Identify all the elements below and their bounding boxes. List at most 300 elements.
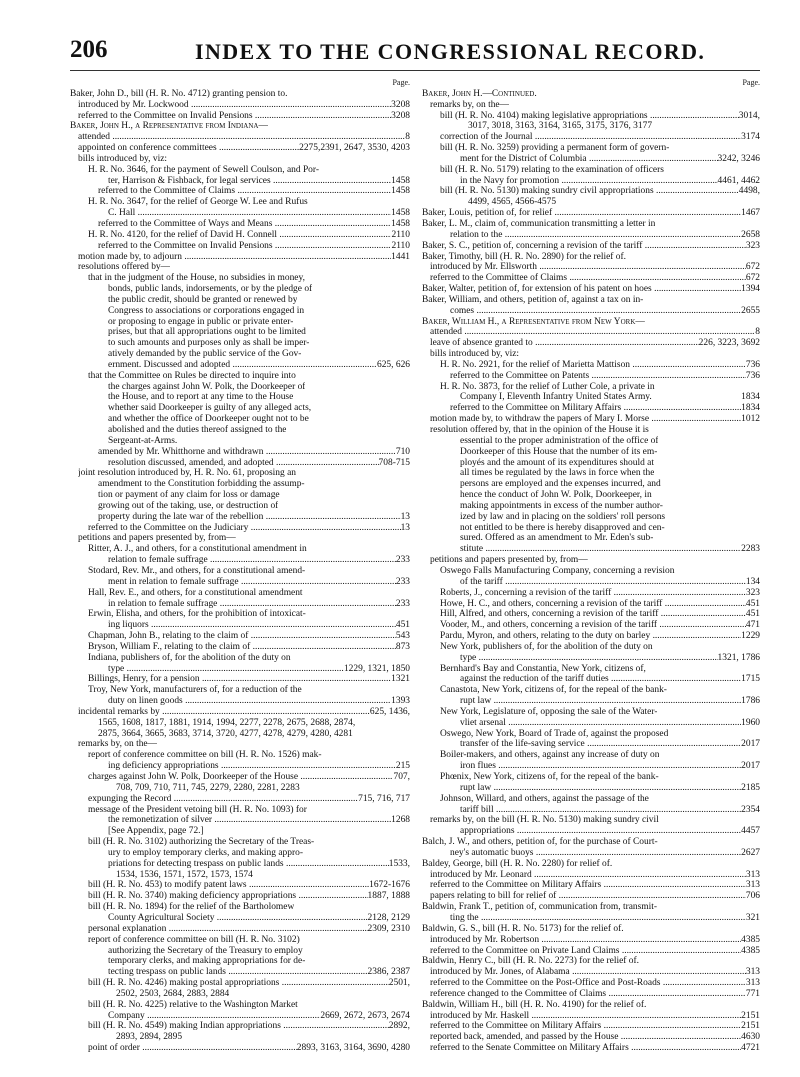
index-entry (70, 501, 410, 512)
index-entry (70, 815, 410, 826)
index-entry (70, 566, 410, 577)
entry-text: resolution discussed, amended, and adopted ..... (108, 458, 379, 469)
index-entry (422, 327, 760, 338)
entry-text: 3017, 3018, 3163, 3164, 3165, 3175, 3176, 3177 (468, 121, 653, 132)
entry-text: Company ..... (108, 1011, 320, 1022)
page-header (70, 36, 760, 71)
index-entry (70, 924, 410, 935)
column-head: Page. (742, 78, 760, 87)
entry-text: introduced by Mr. Ellsworth ..... (430, 262, 746, 273)
index-entry (422, 89, 760, 100)
entry-pages: 2151 (741, 1010, 760, 1021)
index-entry (70, 447, 410, 458)
index-entry (422, 436, 760, 447)
index-entry (422, 230, 760, 241)
entry-pages: 2185 (741, 782, 760, 793)
index-entry (422, 891, 760, 902)
entry-pages: 8 (755, 327, 760, 338)
index-entry (422, 479, 760, 490)
index-entry (422, 978, 760, 989)
index-entry (422, 935, 760, 946)
entry-pages: 2892, (388, 1021, 410, 1032)
index-entry (422, 468, 760, 479)
index-entry (422, 750, 760, 761)
entry-pages: 4461, 4462 (717, 175, 760, 186)
entry-pages: 1715 (741, 674, 760, 685)
index-entry (70, 121, 410, 132)
index-entry (70, 609, 410, 620)
entry-text: introduced by Mr. Lockwood ..... (78, 100, 391, 111)
entry-text: growing out of the taking, use, or destruction of (98, 500, 279, 511)
entry-text: authorizing the Secretary of the Treasury to employ (108, 945, 303, 956)
entry-pages: 233 (395, 555, 410, 566)
index-entry (422, 805, 760, 816)
entry-text: H. R. No. 3646, for the payment of Sewell Coulson, and Por- (88, 164, 320, 175)
entry-pages: 625, 1436, (369, 706, 410, 717)
entry-pages: 625, 626 (376, 359, 410, 370)
entry-pages: 321 (745, 912, 760, 923)
entry-text: Vooder, M., and others, concerning a revision of the tariff ..... (440, 620, 746, 631)
index-entry (422, 880, 760, 891)
index-entry (422, 501, 760, 512)
index-entry (422, 317, 760, 328)
entry-text: Doorkeeper of this House that the number of its em- (460, 446, 658, 457)
entry-text: referred to the Committee of Claims ..... (430, 273, 746, 284)
entry-text: referred to the Committee on Military Affairs ..... (450, 403, 741, 414)
index-entry (422, 707, 760, 718)
index-entry (422, 100, 760, 111)
entry-pages: 2501, (388, 978, 410, 989)
index-entry (422, 1021, 760, 1032)
index-entry (70, 176, 410, 187)
entry-text: correction of the Journal ..... (440, 132, 741, 143)
entry-pages: 4385 (741, 945, 760, 956)
entry-text: of the tariff ..... (460, 577, 746, 588)
entry-text: comes ..... (450, 306, 741, 317)
index-entry (70, 848, 410, 859)
index-entry (70, 371, 410, 382)
index-entry (70, 132, 410, 143)
entry-pages: 1458 (391, 208, 410, 219)
entry-pages: 451 (745, 598, 760, 609)
index-entry (70, 761, 410, 772)
index-entry (422, 219, 760, 230)
entry-text: Stodard, Rev. Mr., and others, for a constitutional amend- (88, 565, 306, 576)
entry-text: charges against John W. Polk, Doorkeeper of the House ..... (88, 772, 393, 783)
entry-text: Baker, John D., bill (H. R. No. 4712) granting pension to. (70, 88, 288, 99)
entry-text: type ..... (460, 653, 718, 664)
entry-text: tecting trespass on public lands ..... (108, 967, 368, 978)
index-entry (70, 360, 410, 371)
entry-text: abolished and the duties thereof assigned to the (108, 425, 287, 435)
entry-pages: 2110 (391, 240, 410, 251)
entry-text: H. R. No. 3647, for the relief of George W. Lee and Rufus (88, 197, 308, 208)
entry-text: Baker, William H., a Representative from New York— (422, 316, 645, 327)
index-entry (422, 664, 760, 675)
index-entry (70, 805, 410, 816)
index-entry (70, 870, 410, 881)
entry-pages: 1887, 1888 (367, 891, 410, 902)
entry-pages: 2151 (741, 1021, 760, 1032)
index-entry (422, 414, 760, 425)
index-entry (70, 295, 410, 306)
entry-text: petitions and papers presented by, from— (78, 533, 236, 544)
entry-pages: 736 (745, 370, 760, 381)
index-entry (422, 371, 760, 382)
entry-text: Howe, H. C., and others, concerning a revision of the tariff ..... (440, 599, 746, 610)
entry-text: referred to the Committee on Military Affairs ..... (430, 1021, 741, 1032)
index-entry (70, 837, 410, 848)
index-entry (70, 739, 410, 750)
entry-text: stitute ..... (460, 544, 741, 555)
entry-text: ing liquors ..... (108, 620, 396, 631)
entry-pages: 2386, 2387 (367, 967, 410, 978)
index-entry (70, 219, 410, 230)
entry-text: referred to the Committee on Military Affairs ..... (430, 880, 746, 891)
entry-text: atively demanded by the public service of the Gov- (108, 349, 302, 360)
entry-pages: 313 (745, 978, 760, 989)
index-entry (70, 523, 410, 534)
entry-pages: 1458 (391, 175, 410, 186)
entry-text: Congress to associations or corporations engaged in (108, 305, 305, 316)
entry-text: New York, publishers of, for the abolition of the duty on (440, 641, 653, 652)
index-entry (422, 295, 760, 306)
index-entry (70, 273, 410, 284)
entry-text: whether said Doorkeeper is guilty of any alleged acts, (108, 403, 312, 414)
entry-text: Ritter, A. J., and others, for a constitutional amendment in (88, 544, 307, 555)
entry-pages: 8 (405, 132, 410, 143)
index-entry (422, 685, 760, 696)
entry-pages: 1834 (741, 403, 760, 414)
entry-pages: 233 (395, 598, 410, 609)
index-entry (422, 1043, 760, 1054)
entry-text: referred to the Committee of Ways and Means ..... (98, 219, 391, 230)
entry-text: petitions and papers presented by, from— (430, 555, 588, 566)
entry-text: ury to employ temporary clerks, and making appro- (108, 847, 303, 858)
index-entry (70, 555, 410, 566)
index-entry (422, 620, 760, 631)
entry-pages: 323 (745, 587, 760, 598)
index-entry (70, 588, 410, 599)
entry-pages: 706 (745, 891, 760, 902)
entry-text: referred to the Senate Committee on Military Affairs ..... (430, 1043, 741, 1054)
entry-text: bill (H. R. No. 4225) relative to the Washington Market (88, 999, 298, 1010)
entry-text: Sergeant-at-Arms. (108, 435, 178, 446)
entry-text: expunging the Record ..... (88, 794, 358, 805)
entry-pages: 4385 (741, 934, 760, 945)
index-entry (70, 414, 410, 425)
index-entry (70, 403, 410, 414)
index-entry (70, 208, 410, 219)
index-entry (422, 111, 760, 122)
entry-text: rupt law ..... (460, 783, 741, 794)
index-entry (70, 284, 410, 295)
entry-pages: 1533, (388, 858, 410, 869)
index-entry (422, 989, 760, 1000)
entry-pages: 2658 (741, 229, 760, 240)
index-entry (70, 468, 410, 479)
entry-pages: 2309, 2310 (367, 923, 410, 934)
entry-text: referred to the Committee on Invalid Pensions ..... (78, 111, 391, 122)
index-entry (70, 685, 410, 696)
entry-text: Baldwin, William H., bill (H. R. No. 4190) for the relief of. (422, 999, 647, 1010)
index-entry (70, 599, 410, 610)
entry-text: bill (H. R. No. 1894) for the relief of the Bartholomew (88, 902, 295, 913)
entry-text: 4499, 4565, 4566-4575 (468, 197, 557, 208)
index-entry (422, 121, 760, 132)
index-entry (70, 533, 410, 544)
index-entry (70, 458, 410, 469)
index-entry (70, 1043, 410, 1054)
entry-text: bills introduced by, viz: (78, 153, 168, 164)
entry-text: that the Committee on Rules be directed to inquire into (88, 370, 296, 381)
index-entry (70, 479, 410, 490)
entry-pages: 1467 (741, 208, 760, 219)
entry-text: Canastota, New York, citizens of, for the repeal of the bank- (440, 685, 667, 696)
entry-text: bill (H. R. No. 3740) making deficiency appropriations ..... (88, 891, 368, 902)
entry-pages: 1012 (741, 414, 760, 425)
entry-pages: 323 (745, 240, 760, 251)
entry-text: remarks by, on the— (430, 99, 510, 110)
entry-pages: 2627 (741, 847, 760, 858)
entry-pages: 3174 (741, 132, 760, 143)
entry-text: Chapman, John B., relating to the claim of ..... (88, 631, 396, 642)
index-entry (422, 1032, 760, 1043)
index-entry (422, 870, 760, 881)
index-entry (422, 599, 760, 610)
entry-pages: 1321 (391, 674, 410, 685)
entry-text: County Agricultural Society ..... (108, 913, 368, 924)
entry-pages: 3242, 3246 (717, 153, 760, 164)
index-entry (70, 783, 410, 794)
index-entry (422, 566, 760, 577)
entry-pages: 13 (400, 522, 410, 533)
index-entry (422, 913, 760, 924)
index-entry (70, 1011, 410, 1022)
index-entry (70, 750, 410, 761)
entry-pages: 4630 (741, 1032, 760, 1043)
entry-text: referred to the Committee on the Judiciary ..... (88, 523, 401, 534)
entry-pages: 2110 (391, 229, 410, 240)
index-entry (422, 924, 760, 935)
index-entry (70, 512, 410, 523)
entry-text: 2502, 2503, 2684, 2883, 2884 (116, 988, 230, 999)
index-entry (422, 425, 760, 436)
index-entry (70, 642, 410, 653)
entry-text: Baker, Walter, petition of, for extension of his patent on hoes ..... (422, 284, 741, 295)
index-entry (422, 154, 760, 165)
index-entry (422, 273, 760, 284)
entry-pages: 736 (745, 359, 760, 370)
entry-text: report of conference committee on bill (H. R. No. 1526) mak- (88, 750, 322, 761)
index-entry (422, 739, 760, 750)
entry-pages: 313 (745, 967, 760, 978)
entry-text: ployés and the amount of its expenditures should at (460, 457, 654, 468)
entry-text: bill (H. R. No. 4549) making Indian appropriations ..... (88, 1021, 389, 1032)
index-entry (422, 186, 760, 197)
entry-text: amended by Mr. Whitthorne and withdrawn ..... (98, 447, 396, 458)
entry-text: introduced by Mr. Haskell ..... (430, 1011, 741, 1022)
index-entry (422, 241, 760, 252)
index-entry (70, 674, 410, 685)
entry-text: ized by law and in placing on the soldiers' roll persons (460, 511, 666, 522)
entry-pages: 215 (395, 761, 410, 772)
entry-text: Roberts, J., concerning a revision of the tariff ..... (440, 588, 746, 599)
entry-text: bills introduced by, viz: (430, 349, 520, 360)
entry-text: ting the ..... (450, 913, 746, 924)
entry-pages: 2354 (741, 804, 760, 815)
index-entry (70, 577, 410, 588)
entry-text: duty on linen goods ..... (108, 696, 391, 707)
entry-text: Oswego, New York, Board of Trade of, against the proposed (440, 728, 669, 739)
entry-pages: 2283 (741, 544, 760, 555)
entry-text: bill (H. R. No. 4246) making postal appropriations ..... (88, 978, 389, 989)
entry-text: Oswego Falls Manufacturing Company, concerning a revision (440, 565, 675, 576)
entry-text: the charges against John W. Polk, the Doorkeeper of (108, 381, 306, 392)
index-entry (422, 458, 760, 469)
entry-text: and whether the office of Doorkeeper ought not to be (108, 414, 309, 425)
right-column (422, 78, 760, 1054)
entry-text: Baldwin, Henry C., bill (H. R. No. 2273) for the relief of. (422, 956, 640, 967)
entry-text: bill (H. R. No. 3259) providing a permanent form of govern- (440, 143, 670, 154)
entry-text: point of order ..... (88, 1043, 297, 1054)
index-entry (70, 1021, 410, 1032)
entry-text: Johnson, Willard, and others, against the passage of the (440, 793, 649, 804)
entry-text: Bryson, William F., relating to the claim of ..... (88, 642, 396, 653)
entry-pages: 2017 (741, 739, 760, 750)
entry-pages: 1229, 1321, 1850 (343, 663, 410, 674)
index-entry (422, 967, 760, 978)
entry-text: Baker, Timothy, bill (H. R. No. 2890) for the relief of. (422, 251, 626, 262)
entry-pages: 313 (745, 880, 760, 891)
index-entry (70, 143, 410, 154)
entry-text: Baldwin, Frank T., petition of, communication from, transmit- (422, 902, 658, 913)
index-entry (422, 772, 760, 783)
index-entry (70, 859, 410, 870)
entry-text: Troy, New York, manufacturers of, for a reduction of the (88, 685, 302, 696)
entry-pages: 13 (400, 511, 410, 522)
index-entry (70, 165, 410, 176)
index-entry (70, 317, 410, 328)
index-entry (422, 653, 760, 664)
index-entry (70, 729, 410, 740)
entry-pages: 1394 (741, 284, 760, 295)
entry-text: ing deficiency appropriations ..... (108, 761, 396, 772)
index-entry (70, 252, 410, 263)
index-entry (70, 262, 410, 273)
entry-text: transfer of the life-saving service ..... (460, 739, 741, 750)
entry-text: Hall, Rev. E., and others, for a constitutional amendment (88, 587, 303, 598)
index-entry (70, 349, 410, 360)
entry-text: resolutions offered by— (78, 262, 171, 273)
index-entry (70, 89, 410, 100)
index-entry (422, 1011, 760, 1022)
index-entry (422, 165, 760, 176)
index-entry (70, 490, 410, 501)
entry-text: Baker, L. M., claim of, communication transmitting a letter in (422, 218, 656, 229)
index-entry (422, 826, 760, 837)
index-entry (422, 403, 760, 414)
page-number: 206 (70, 36, 108, 63)
entry-text: that in the judgment of the House, no subsidies in money, (88, 273, 305, 284)
entry-text: referred to the Committee of Claims ..... (98, 186, 391, 197)
entry-pages: 707, (393, 772, 410, 782)
index-entry (70, 306, 410, 317)
entry-text: Company I, Eleventh Infantry United States Army. (460, 392, 652, 403)
entry-text: [See Appendix, page 72.] (108, 826, 204, 837)
index-entry (422, 902, 760, 913)
entry-text: property during the late war of the rebellion ..... (98, 512, 401, 523)
index-entry (422, 349, 760, 360)
index-entry (70, 956, 410, 967)
entry-pages: 715, 716, 717 (358, 793, 410, 804)
entry-text: the remonetization of silver ..... (108, 815, 391, 826)
entry-pages: 1786 (741, 696, 760, 707)
index-entry (422, 392, 760, 403)
entry-text: the public credit, should be granted or renewed by (108, 294, 298, 305)
entry-text: to such amounts and purposes only as shall be imper- (108, 338, 310, 349)
index-entry (422, 577, 760, 588)
index-entry (70, 1000, 410, 1011)
entry-text: temporary clerks, and making appropriations for de- (108, 956, 306, 967)
index-entry (422, 815, 760, 826)
index-entry (70, 902, 410, 913)
index-entry (422, 794, 760, 805)
index-entry (70, 794, 410, 805)
entry-text: attended ..... (430, 327, 755, 338)
entry-pages: 3208 (391, 99, 410, 110)
entry-text: in relation to female suffrage ..... (108, 599, 396, 610)
entry-pages: 313 (745, 869, 760, 880)
entry-text: referred to the Committee on the Post-Office and Post-Roads ..... (430, 978, 746, 989)
index-entry (422, 609, 760, 620)
entry-text: Baker, John H.—Continued. (422, 88, 537, 99)
index-entry (70, 631, 410, 642)
entry-text: remarks by, on the bill (H. R. No. 5130) making sundry civil (430, 815, 659, 826)
entry-text: 2875, 3664, 3665, 3683, 3714, 3720, 4277, 4278, 4279, 4280, 4281 (98, 728, 353, 739)
index-entry (70, 826, 410, 837)
entry-pages: 233 (395, 576, 410, 587)
entry-text: 2893, 2894, 2895 (116, 1032, 183, 1043)
index-entry (70, 230, 410, 241)
entry-text: Phœnix, New York, citizens of, for the repeal of the bank- (440, 772, 659, 782)
index-entry (422, 306, 760, 317)
index-entry (422, 783, 760, 794)
entry-text: appointed on conference committees ..... (78, 143, 299, 154)
index-entry (70, 653, 410, 664)
index-entry (422, 718, 760, 729)
entry-pages: 3208 (391, 110, 410, 121)
entry-text: Baker, John H., a Representative from Indiana— (70, 121, 268, 132)
index-entry (422, 512, 760, 523)
entry-text: referred to the Committee on Private Land Claims ..... (430, 946, 741, 957)
index-entry (422, 1000, 760, 1011)
index-entry (422, 674, 760, 685)
entry-text: Baker, S. C., petition of, concerning a revision of the tariff ..... (422, 241, 746, 252)
entry-text: tariff bill ..... (460, 805, 741, 816)
index-entry (422, 197, 760, 208)
entry-text: ment in relation to female suffrage ..... (108, 577, 396, 588)
entry-text: remarks by, on the— (78, 739, 158, 750)
entry-pages: 471 (745, 620, 760, 631)
entry-pages: 2128, 2129 (367, 912, 410, 923)
index-entry (422, 262, 760, 273)
index-entry (70, 1032, 410, 1043)
entry-text: Baldwin, G. S., bill (H. R. No. 5173) for the relief of. (422, 923, 624, 934)
index-entry (70, 425, 410, 436)
entry-text: priations for detecting trespass on public lands ..... (108, 859, 389, 870)
entry-text: message of the President vetoing bill (H. R. No. 1093) for (88, 804, 307, 815)
